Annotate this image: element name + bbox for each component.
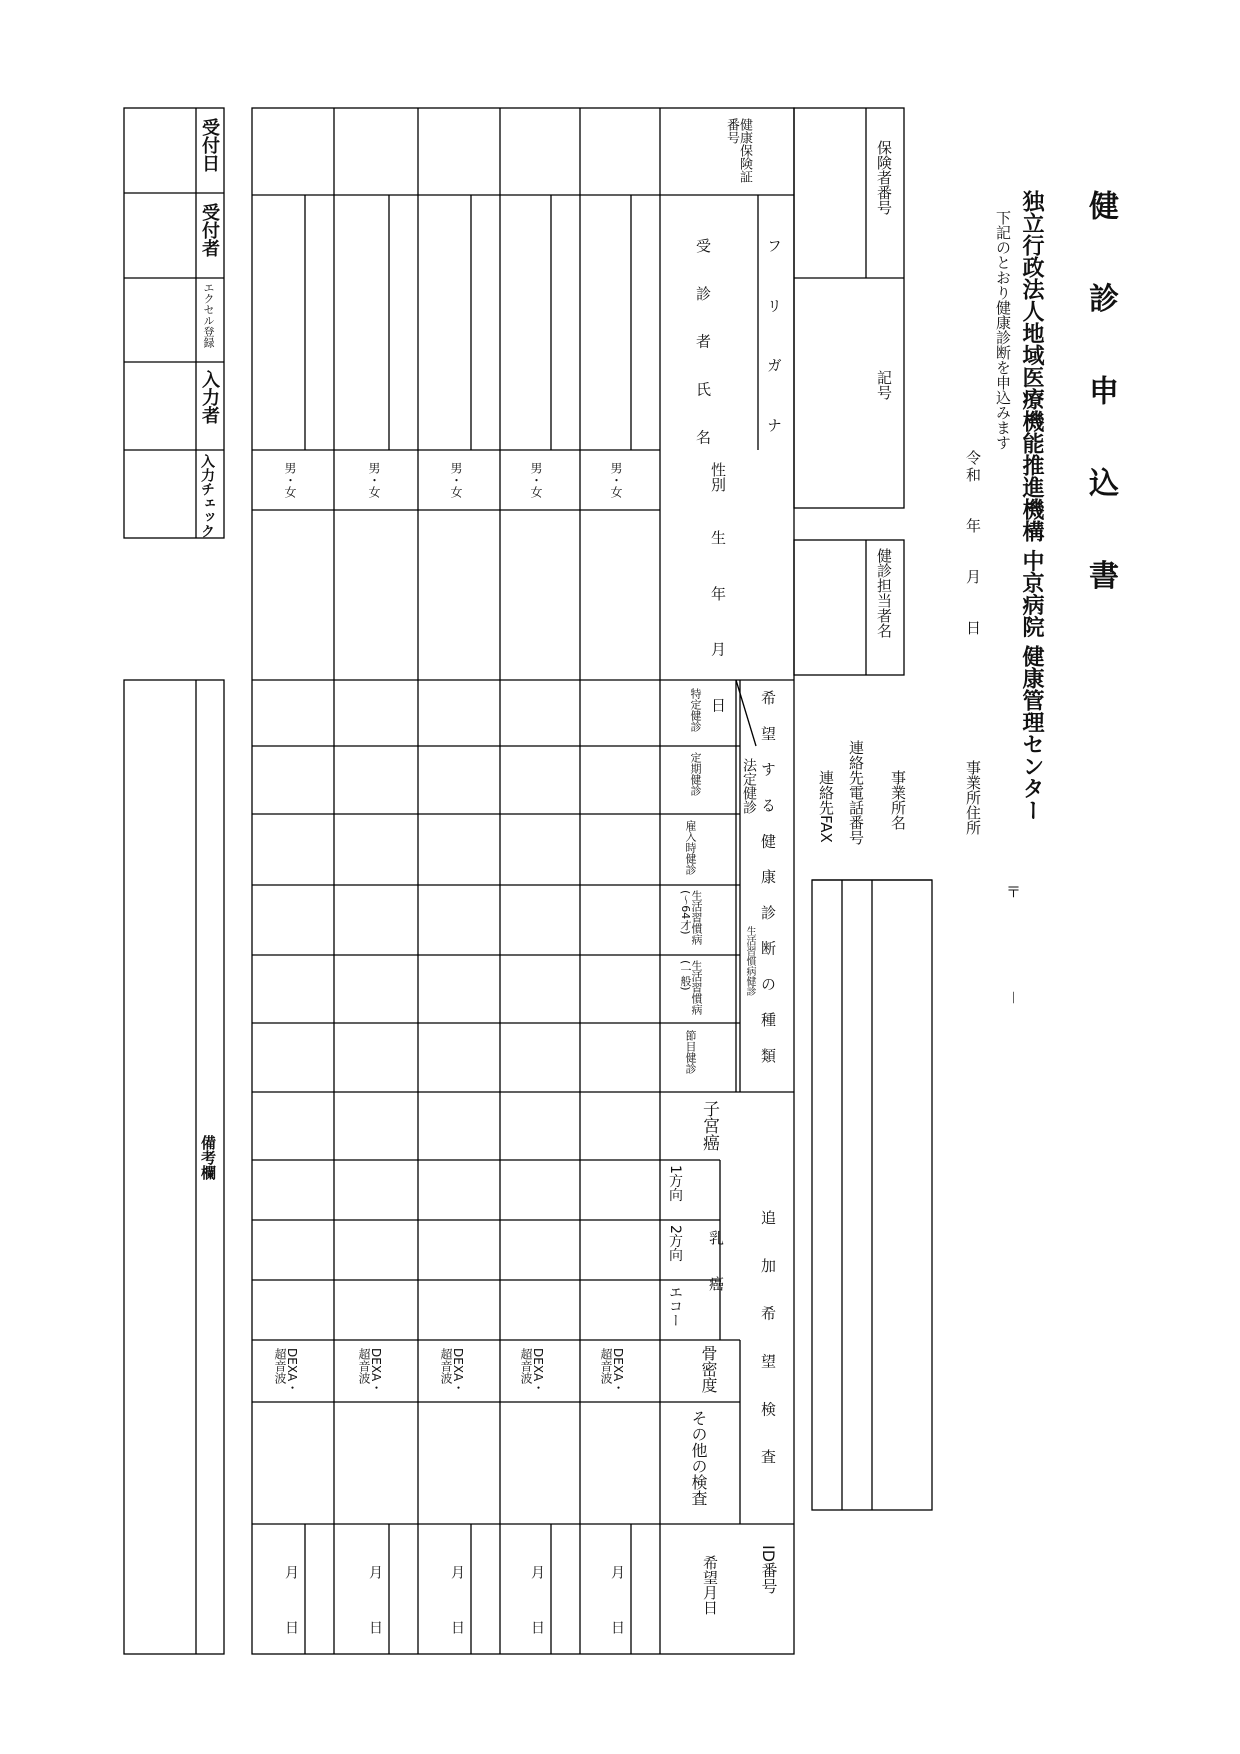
staff-name-label: 健診担当者名 [875, 548, 893, 638]
legal-exam-header: 法定健診 [741, 758, 757, 814]
remarks-input[interactable] [126, 682, 194, 1652]
breast-2dir-header: 2方向 [667, 1225, 683, 1262]
postal-mark: 〒 [1004, 884, 1022, 899]
remarks-label: 備考欄 [199, 1135, 217, 1180]
input-check-label: 入力チェック [199, 454, 215, 538]
row3-day[interactable]: 日 [449, 1620, 465, 1634]
lifestyle-general-header: 生活習慣病(一般) [679, 960, 703, 1015]
desired-date-header: 希望月日 [701, 1555, 719, 1615]
row1-day[interactable]: 日 [609, 1620, 625, 1634]
symbol-label: 記号 [875, 370, 893, 400]
company-fax-label: 連絡先FAX [817, 770, 835, 843]
row3-month[interactable]: 月 [449, 1565, 465, 1579]
received-date-label: 受付日 [199, 118, 220, 172]
desired-exam-header: 希 望 す る 健 康 診 断 の 種 類 [759, 690, 777, 1071]
examinee-name-header: 受 診 者 氏 名 [694, 238, 712, 459]
row2-month[interactable]: 月 [529, 1565, 545, 1579]
hiring-exam-header: 雇入時健診 [684, 820, 697, 875]
bone-density-header: 骨密度 [699, 1345, 718, 1393]
receiver-label: 受付者 [199, 203, 220, 257]
organization-name: 独立行政法人地域医療機能推進機構 中京病院 健康管理センター [1019, 190, 1044, 822]
birthdate-header: 生 年 月 日 [709, 530, 727, 731]
row5-day[interactable]: 日 [283, 1620, 299, 1634]
postal-dash: － [1004, 990, 1022, 1006]
company-name-input[interactable] [843, 882, 871, 1508]
row1-month[interactable]: 月 [609, 1565, 625, 1579]
row1-sex[interactable]: 男・女 [609, 462, 623, 498]
breast-header: 乳 癌 [707, 1230, 725, 1299]
lifestyle-exam-header: 生活習慣病健診 [744, 926, 755, 996]
id-number-header: ID番号 [759, 1545, 778, 1595]
row1-bone-option[interactable]: DEXA・超音波 [599, 1348, 625, 1394]
form-title: 健 診 申 込 書 [1083, 190, 1118, 616]
company-address-input[interactable] [873, 882, 931, 1508]
form-subtitle: 下記のとおり健康診断を申込みます [994, 210, 1012, 450]
company-phone-input[interactable] [813, 882, 841, 1508]
row5-month[interactable]: 月 [283, 1565, 299, 1579]
company-address-label: 事業所住所 [964, 760, 982, 835]
row5-bone-option[interactable]: DEXA・超音波 [273, 1348, 299, 1394]
sex-header: 性別 [709, 462, 727, 492]
breast-1dir-header: 1方向 [667, 1165, 683, 1202]
specific-exam-header: 特定健診 [689, 688, 702, 732]
company-name-label: 事業所名 [889, 770, 907, 830]
row4-bone-option[interactable]: DEXA・超音波 [357, 1348, 383, 1394]
row2-bone-option[interactable]: DEXA・超音波 [519, 1348, 545, 1394]
insurer-number-label: 保険者番号 [875, 140, 893, 215]
row3-bone-option[interactable]: DEXA・超音波 [439, 1348, 465, 1394]
row2-sex[interactable]: 男・女 [529, 462, 543, 498]
additional-exam-header: 追 加 希 望 検 査 [759, 1210, 777, 1478]
milestone-exam-header: 節目健診 [684, 1030, 697, 1074]
breast-echo-header: エコー [667, 1285, 683, 1327]
main-table-border [252, 108, 794, 1654]
company-phone-label: 連絡先電話番号 [847, 740, 865, 845]
row4-day[interactable]: 日 [367, 1620, 383, 1634]
row2-day[interactable]: 日 [529, 1620, 545, 1634]
furigana-header: フ リ ガ ナ [765, 238, 783, 453]
row3-sex[interactable]: 男・女 [449, 462, 463, 498]
insurance-card-header: 健康保険証番号 [724, 118, 752, 183]
cervical-header: 子宮癌 [699, 1100, 719, 1151]
row4-month[interactable]: 月 [367, 1565, 383, 1579]
row4-sex[interactable]: 男・女 [367, 462, 381, 498]
row5-sex[interactable]: 男・女 [283, 462, 297, 498]
excel-registered-label: エクセル登録 [202, 282, 215, 348]
other-exam-header: その他の検査 [689, 1410, 708, 1506]
lifestyle-65-header: 生活習慣病(～64才) [679, 890, 703, 945]
input-by-label: 入力者 [199, 370, 220, 424]
date-line: 令和 年 月 日 [964, 450, 982, 637]
regular-exam-header: 定期健診 [689, 752, 702, 796]
